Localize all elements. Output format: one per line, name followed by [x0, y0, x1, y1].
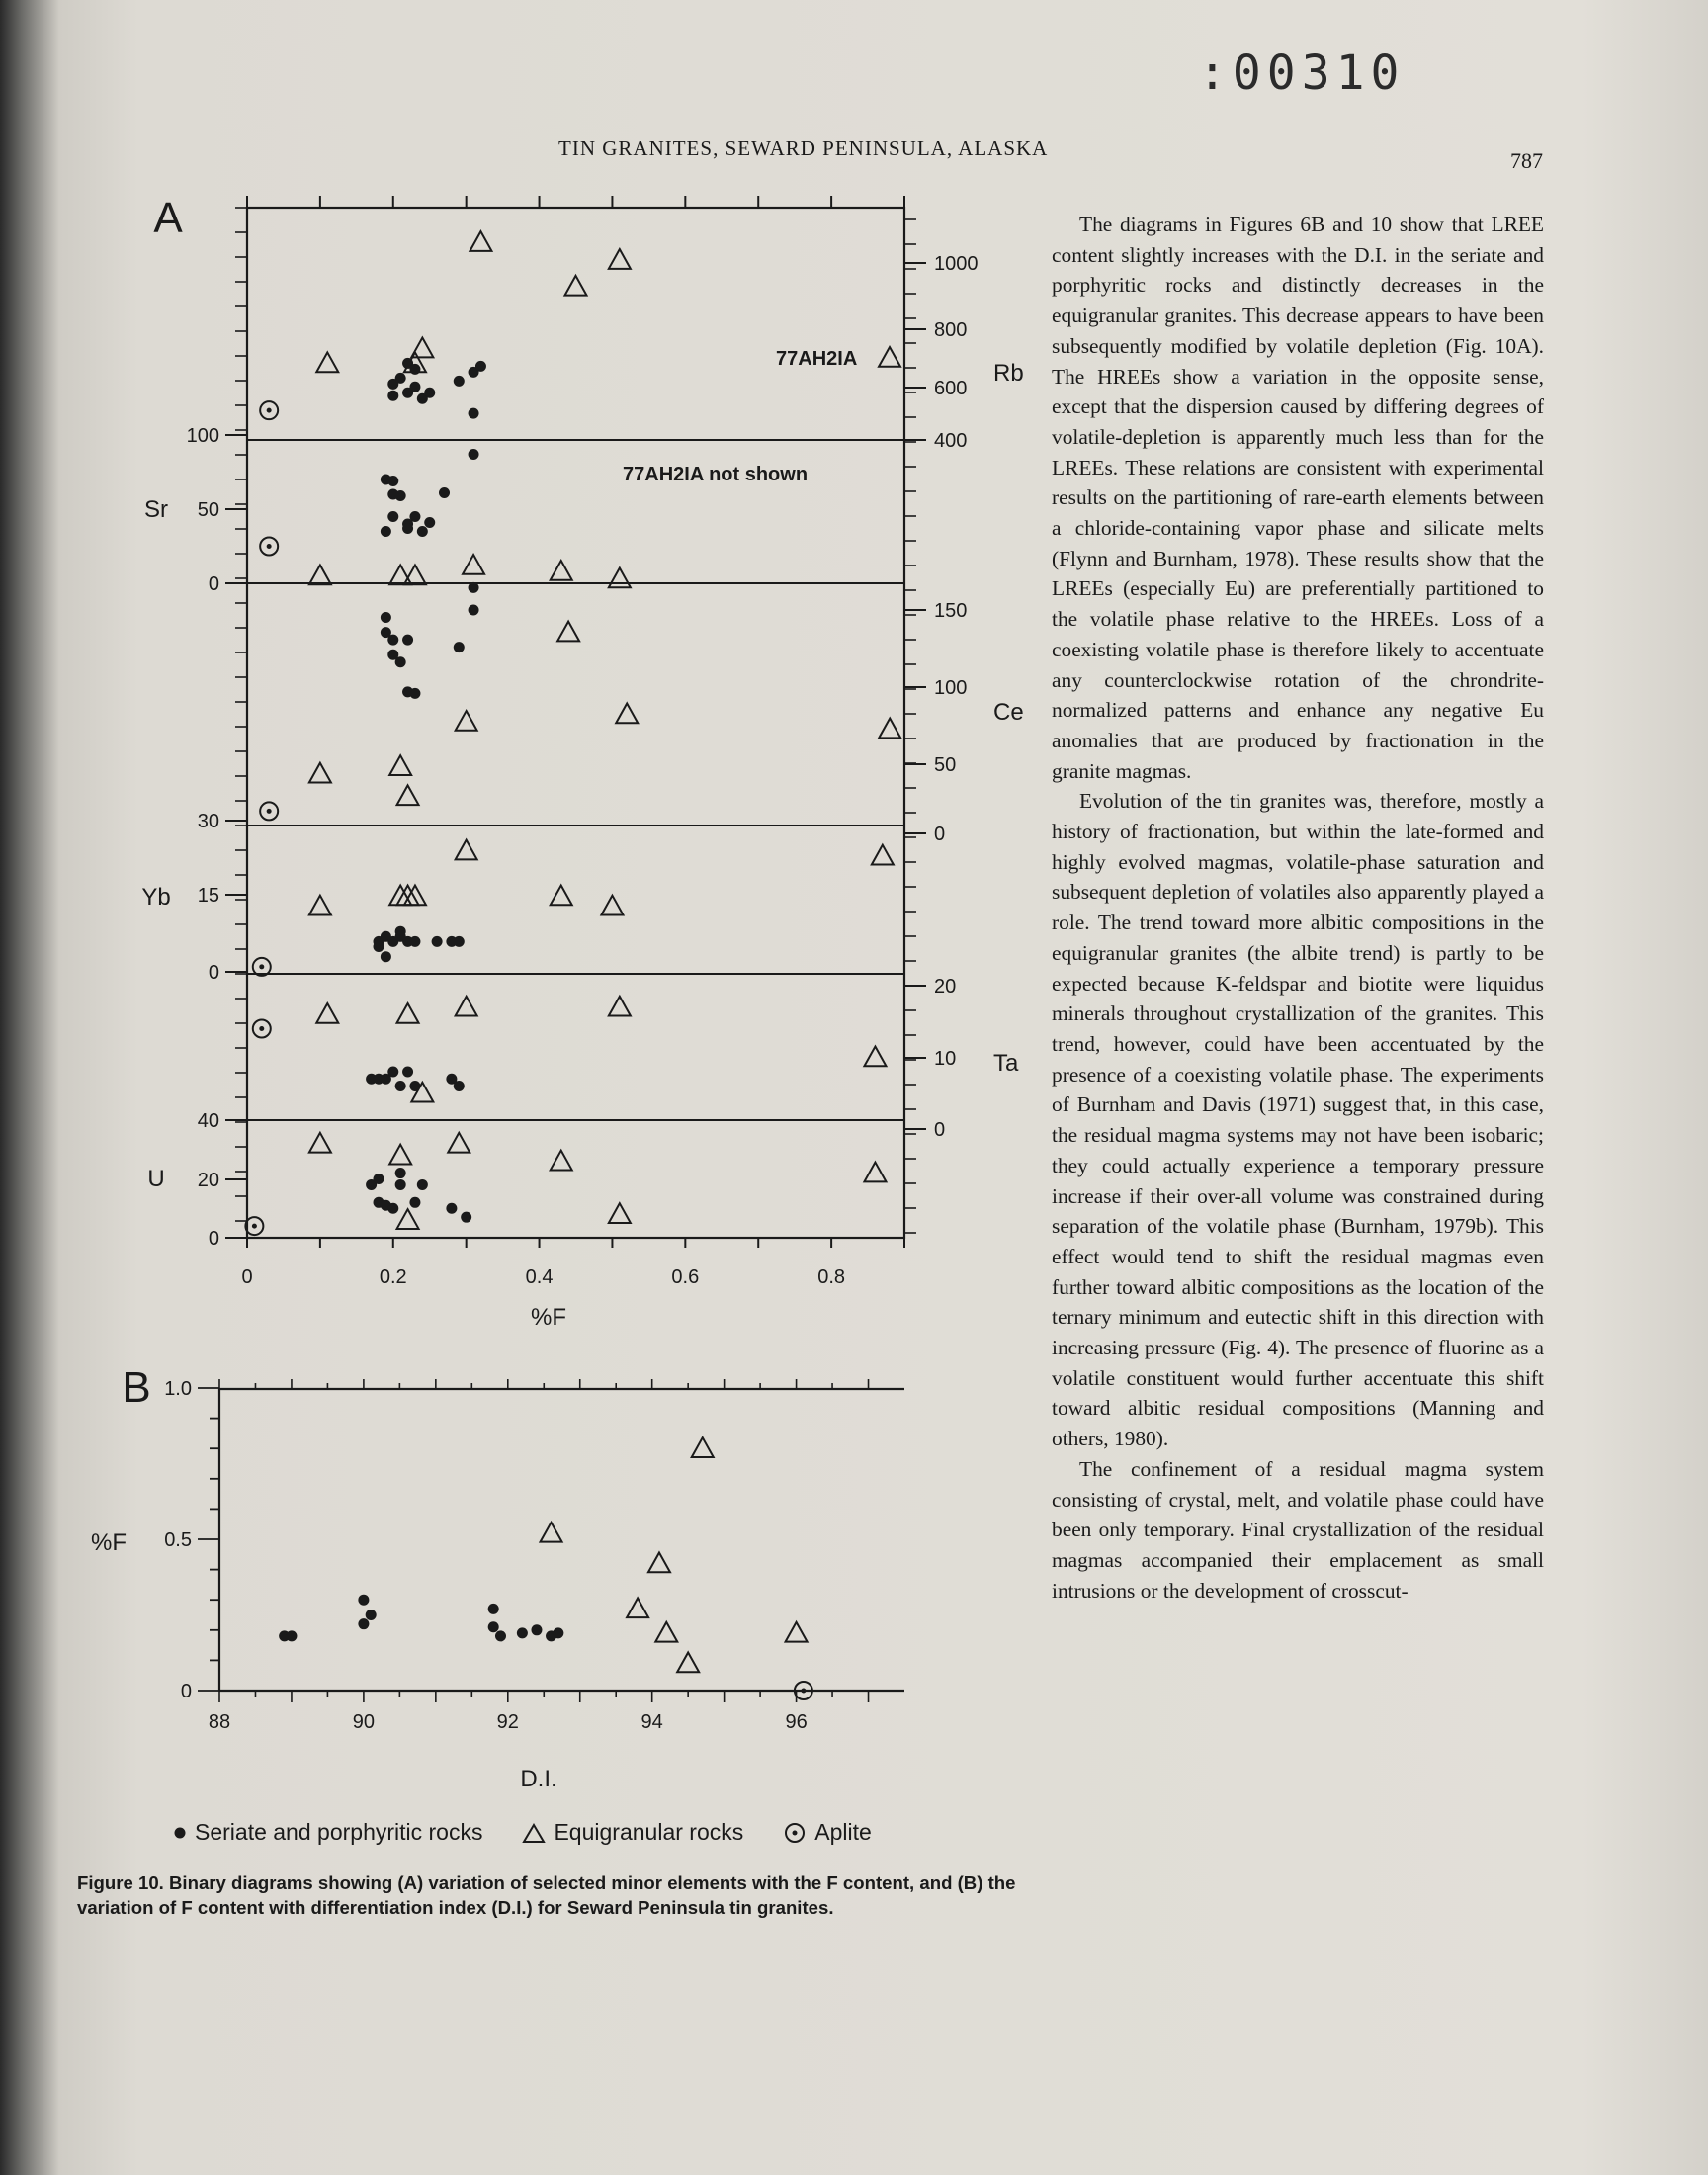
not-shown-annotation: 77AH2IA not shown	[623, 464, 809, 485]
data-point-dot	[374, 941, 384, 952]
data-point-triangle	[609, 568, 631, 588]
data-point-triangle	[551, 886, 572, 906]
data-point-dot	[374, 1174, 384, 1184]
data-point-dot	[395, 1168, 406, 1178]
data-point-dot	[395, 656, 406, 667]
dot-marker-icon	[173, 1826, 187, 1840]
panel-b-point-triangle	[692, 1437, 714, 1457]
rb-sample-annotation: 77AH2IA	[776, 348, 858, 370]
page-number: 787	[1510, 148, 1543, 173]
data-point-dot	[402, 635, 413, 646]
y-tick-label: 150	[934, 600, 968, 622]
panel-b-letter: B	[122, 1363, 151, 1412]
legend-aplite	[783, 1819, 872, 1846]
y-axis-label: Ce	[993, 699, 1024, 726]
y-tick-label: 50	[197, 499, 219, 521]
panel-b-point-triangle	[655, 1622, 677, 1642]
data-point-dot	[409, 1197, 420, 1208]
data-point-dot	[439, 487, 450, 498]
panel-a-x-tick-label: 0.2	[379, 1266, 407, 1288]
data-point-dot	[395, 1179, 406, 1190]
data-point-triangle	[609, 249, 631, 269]
data-point-circle-dot-center	[267, 544, 272, 549]
data-point-triangle	[389, 755, 411, 775]
data-point-dot	[424, 517, 435, 528]
data-point-triangle	[397, 1209, 419, 1229]
data-point-triangle	[316, 352, 338, 372]
panel-b-y-axis-label: %F	[91, 1529, 127, 1556]
y-axis-label: Sr	[144, 496, 168, 523]
y-tick-label: 0	[208, 962, 219, 984]
panel-a-x-tick-label: 0.8	[817, 1266, 846, 1288]
panel-a-x-tick-label: 0.4	[525, 1266, 554, 1288]
data-point-triangle	[316, 1003, 338, 1023]
panel-b-point-dot	[488, 1604, 499, 1614]
data-point-triangle	[609, 1203, 631, 1223]
subplot-u	[147, 1110, 886, 1250]
y-tick-label: 0	[934, 824, 946, 845]
paragraph-1: The diagrams in Figures 6B and 10 show that LREE content slightly increases with the D.I. in the seriate and porphyritic rocks and distinctly decreases in the equigranular granites. This decrease appears to have been subsequently modified by volatile depletion (Fig. 10A). The HREEs show a variation in the opposite sense, except that the dispersion caused by differing degrees of volatile-depletion is apparently much less than for the LREEs. These relations are consistent with experimental results on the partitioning of rare-earth elements between a chloride-containing vapor phase and silicate melts (Flynn and Burnham, 1978). These results show that the LREEs (especially Eu) are preferentially partitioned to the volatile phase relative to the HREEs. Loss of a coexisting volatile phase is therefore likely to accentuate any counterclockwise rotation of the chrondrite-normalized patterns and enhance any negative Eu anomalies that are produced by fractionation in the granite magmas.	[1052, 213, 1544, 783]
data-point-dot	[461, 1212, 471, 1223]
panel-b-plot	[91, 1363, 904, 1792]
data-point-dot	[454, 642, 465, 652]
data-point-dot	[387, 1203, 398, 1214]
panel-b-point-dot	[517, 1627, 528, 1638]
data-point-triangle	[456, 840, 477, 860]
data-point-triangle	[456, 711, 477, 731]
data-point-dot	[469, 582, 479, 593]
data-point-circle-dot	[260, 802, 278, 820]
panel-b-y-tick-label: 0.5	[164, 1529, 192, 1551]
y-axis-label: Yb	[141, 884, 171, 911]
y-tick-label: 30	[197, 811, 219, 832]
data-point-circle-dot-center	[259, 964, 264, 969]
data-point-dot	[409, 511, 420, 522]
data-point-dot	[454, 936, 465, 947]
panel-b-x-tick-label: 90	[352, 1711, 376, 1733]
panel-a-plot	[141, 194, 1023, 1331]
panel-b-point-triangle	[786, 1622, 808, 1642]
panel-b-point-dot	[488, 1621, 499, 1632]
data-point-dot	[424, 388, 435, 398]
paragraph-3: The confinement of a residual magma system consisting of crystal, melt, and volatile phase could have been only temporary. Final crystallization of the residual magmas accompanied their emplacement as small intrusions or the development of crosscut-	[1052, 1456, 1544, 1603]
data-point-dot	[469, 408, 479, 419]
data-point-circle-dot-center	[259, 1026, 264, 1031]
y-tick-label: 20	[197, 1170, 219, 1191]
legend-equigranular	[522, 1819, 743, 1846]
data-point-triangle	[448, 1133, 470, 1153]
y-tick-label: 100	[186, 425, 219, 447]
data-point-dot	[409, 364, 420, 375]
panel-b-point-triangle	[627, 1598, 648, 1617]
data-point-triangle	[872, 845, 894, 865]
data-point-triangle	[557, 622, 579, 642]
y-axis-label: U	[147, 1166, 165, 1192]
figure-caption: Figure 10. Binary diagrams showing (A) variation of selected minor elements with the F content, and (B) the variation of F content with differentiation index (D.I.) for Seward Peninsula tin granites.	[77, 1872, 1016, 1918]
legend-seriate	[173, 1819, 482, 1846]
data-point-circle-dot-center	[252, 1224, 257, 1229]
y-axis-label: Ta	[993, 1050, 1019, 1077]
y-tick-label: 50	[934, 754, 957, 776]
data-point-dot	[475, 361, 486, 372]
panel-b-point-dot	[546, 1630, 556, 1641]
document-stamp-number: :00310	[1198, 45, 1406, 101]
y-tick-label: 600	[934, 378, 968, 399]
data-point-dot	[387, 511, 398, 522]
data-point-triangle	[397, 886, 419, 906]
data-point-dot	[417, 526, 428, 537]
data-point-dot	[454, 1081, 465, 1091]
data-point-triangle	[404, 566, 426, 585]
y-tick-label: 0	[934, 1119, 946, 1141]
panel-a-x-tick-label: 0	[241, 1266, 253, 1288]
data-point-circle-dot-center	[267, 408, 272, 413]
data-point-dot	[409, 936, 420, 947]
data-point-triangle	[309, 566, 331, 585]
data-point-dot	[381, 612, 391, 623]
circle-dot-marker-icon	[783, 1821, 807, 1845]
panel-b-point-dot	[366, 1610, 377, 1620]
data-point-dot	[387, 391, 398, 401]
y-tick-label: 0	[208, 1228, 219, 1250]
y-tick-label: 10	[934, 1048, 957, 1070]
data-point-triangle	[397, 785, 419, 805]
panel-a-x-tick-label: 0.6	[671, 1266, 700, 1288]
paragraph-2: Evolution of the tin granites was, therefore, mostly a history of fractionation, but within the late-formed and highly evolved magmas, volatile-phase saturation and subsequent depletion of volatiles also apparently played a role. The trend toward more albitic compositions in the equigranular granites (the albite trend) is partly to be expected because K-feldspar and biotite were liquidus minerals throughout crystallization of the granites. This trend, however, could have been accentuated by the presence of a coexisting volatile phase. The experiments of Burnham and Davis (1971) suggest that, in this case, the residual magma systems may not have been isobaric; they could actually experience a temporary pressure increase if their over-all volume was constrained during separation of the volatile phase (Burnham, 1979b). This effect would tend to shift the residual magmas even further toward albitic compositions as the location of the ternary minimum and eutectic shift in this direction with increasing pressure (Fig. 4). The presence of fluorine as a volatile constituent would further accentuate this shift toward albitic residual compositions (Manning and others, 1980).	[1052, 789, 1544, 1451]
data-point-dot	[381, 526, 391, 537]
y-tick-label: 800	[934, 319, 968, 341]
panel-b-point-circle-dot-center	[801, 1689, 806, 1694]
data-point-triangle	[470, 231, 491, 251]
panel-b-x-tick-label: 92	[496, 1711, 519, 1733]
panel-b-point-dot	[358, 1595, 369, 1606]
subplot-rb	[260, 231, 1024, 452]
y-tick-label: 20	[934, 976, 957, 998]
panel-b-y-tick-label: 0	[180, 1681, 192, 1702]
data-point-dot	[432, 936, 443, 947]
panel-a-letter: A	[153, 194, 183, 242]
data-point-circle-dot	[260, 401, 278, 419]
data-point-dot	[395, 490, 406, 501]
data-point-dot	[417, 1179, 428, 1190]
triangle-marker-icon	[522, 1822, 546, 1844]
panel-b-point-dot	[286, 1630, 297, 1641]
panel-b-y-tick-label: 1.0	[164, 1378, 192, 1400]
y-tick-label: 100	[934, 677, 968, 699]
data-point-triangle	[601, 896, 623, 915]
panel-b-x-axis-label: D.I.	[520, 1766, 557, 1792]
legend-equigranular-label: Equigranular rocks	[554, 1819, 744, 1845]
data-point-dot	[446, 1203, 457, 1214]
panel-b-point-triangle	[648, 1552, 670, 1572]
y-tick-label: 400	[934, 430, 968, 452]
body-text-column	[1052, 210, 1544, 1606]
y-tick-label: 40	[197, 1110, 219, 1132]
y-tick-label: 0	[208, 573, 219, 595]
data-point-triangle	[456, 997, 477, 1016]
data-point-triangle	[551, 1151, 572, 1171]
data-point-dot	[395, 373, 406, 384]
panel-b-point-dot	[495, 1630, 506, 1641]
legend-aplite-label: Aplite	[814, 1819, 872, 1845]
data-point-circle-dot	[260, 538, 278, 556]
data-point-triangle	[309, 763, 331, 783]
y-tick-label: 1000	[934, 253, 979, 275]
data-point-dot	[387, 1067, 398, 1078]
data-point-triangle	[309, 1133, 331, 1153]
data-point-triangle	[404, 886, 426, 906]
panel-b-point-triangle	[541, 1522, 562, 1542]
data-point-triangle	[879, 719, 900, 739]
y-tick-label: 15	[197, 885, 219, 907]
legend-seriate-label: Seriate and porphyritic rocks	[195, 1819, 483, 1845]
data-point-circle-dot	[253, 1020, 271, 1038]
data-point-triangle	[864, 1163, 886, 1182]
data-point-triangle	[389, 566, 411, 585]
data-point-triangle	[389, 1145, 411, 1165]
data-point-triangle	[565, 276, 587, 296]
data-point-dot	[454, 376, 465, 387]
panel-b-x-tick-label: 88	[208, 1711, 231, 1733]
data-point-dot	[469, 449, 479, 460]
panel-b-x-tick-label: 94	[640, 1711, 663, 1733]
panel-b-x-tick-label: 96	[785, 1711, 808, 1733]
data-point-triangle	[309, 896, 331, 915]
data-point-dot	[409, 688, 420, 699]
rb-sample-marker	[879, 347, 900, 367]
data-point-dot	[402, 1067, 413, 1078]
running-head: TIN GRANITES, SEWARD PENINSULA, ALASKA	[558, 136, 1049, 160]
data-point-triangle	[463, 555, 484, 574]
panel-b-point-dot	[358, 1618, 369, 1629]
panel-b-point-triangle	[677, 1652, 699, 1672]
data-point-dot	[469, 605, 479, 616]
data-point-dot	[387, 635, 398, 646]
subplot-yb	[141, 811, 894, 984]
panel-a-x-axis-label: %F	[531, 1304, 566, 1331]
data-point-triangle	[389, 886, 411, 906]
data-point-dot	[381, 951, 391, 962]
data-point-dot	[395, 1081, 406, 1091]
data-point-circle-dot-center	[267, 809, 272, 814]
data-point-dot	[387, 476, 398, 486]
data-point-triangle	[609, 997, 631, 1016]
subplot-sr	[144, 425, 631, 595]
panel-b-point-dot	[531, 1624, 542, 1635]
data-point-triangle	[616, 703, 638, 723]
figure-legend	[173, 1819, 872, 1846]
data-point-triangle	[397, 1003, 419, 1023]
data-point-triangle	[551, 561, 572, 580]
data-point-triangle	[864, 1047, 886, 1067]
y-axis-label: Rb	[993, 360, 1024, 387]
data-point-dot	[402, 523, 413, 534]
data-point-dot	[409, 382, 420, 392]
